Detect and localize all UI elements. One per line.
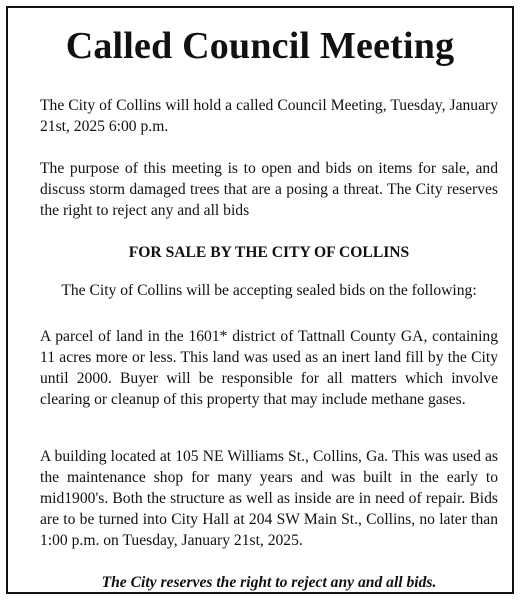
closing-statement: The City reserves the right to reject any and all bids. [101, 574, 437, 591]
meeting-announcement: The City of Collins will hold a called Council Meeting, Tuesday, January 21st, 2025 6:00 p.m. [40, 97, 498, 135]
bids-intro: The City of Collins will be accepting sealed bids on the following: [61, 282, 477, 299]
meeting-purpose: The purpose of this meeting is to open and bids on items for sale, and discuss storm damaged trees that are a posing a threat. The City reserves the right to reject any and all bids [40, 160, 498, 219]
building-description: A building located at 105 NE Williams St., Collins, Ga. This was used as the maintenance shop for many years and was built in the early to mid1900's. Both the structure as well as inside are in need of repair. Bids are to be turned into City Hall at 204 SW Main St., Collins, no later than 1:00 p.m. on Tuesday, January 21st, 2025. [40, 448, 498, 549]
notice-border [6, 6, 514, 594]
parcel-description: A parcel of land in the 1601* district of Tattnall County GA, containing 11 acres more or less. This land was used as an inert land fill by the City until 2000. Buyer will be responsible for all matters which involve clearing or cleanup of this property that may include methane gases. [40, 328, 498, 408]
sale-heading: FOR SALE BY THE CITY OF COLLINS [128, 244, 410, 261]
notice-title: Called Council Meeting [65, 25, 455, 67]
